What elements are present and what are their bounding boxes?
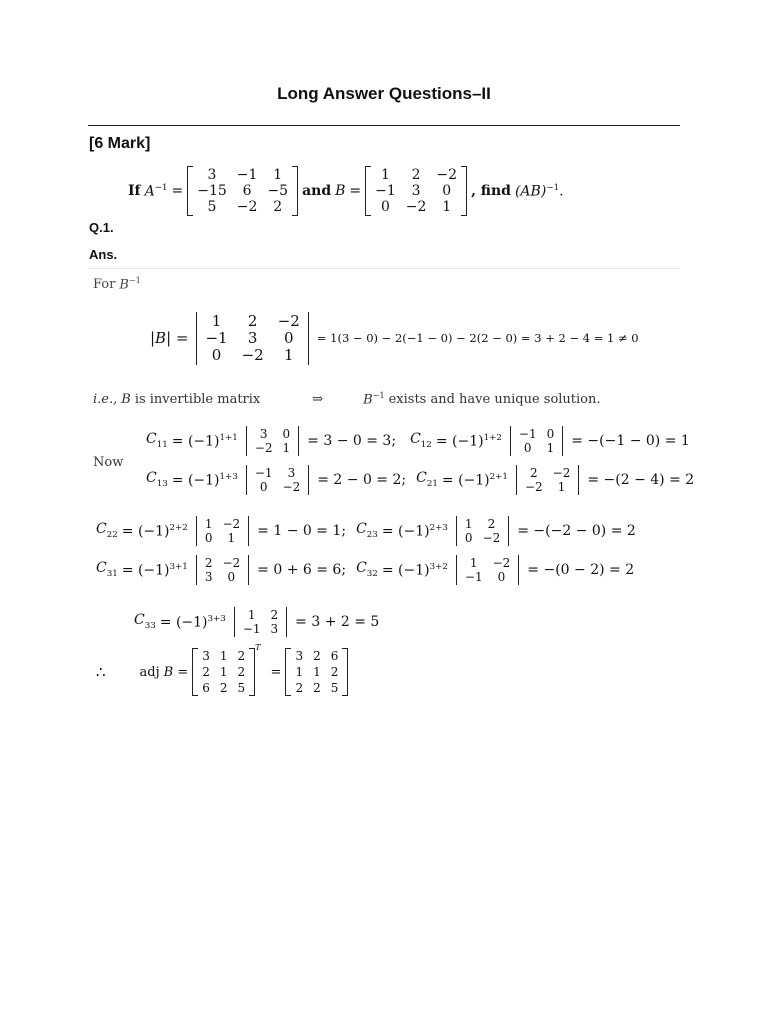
cofactor-index: 32 bbox=[366, 569, 378, 580]
invertible-statement bbox=[93, 392, 605, 406]
cofactor-sign: = (−1) bbox=[121, 562, 170, 579]
cofactor-row-3 bbox=[96, 516, 640, 546]
matrix-cell: 2 bbox=[237, 665, 246, 679]
matrix-cell: 1 bbox=[442, 199, 452, 215]
matrix-cell: 1 bbox=[219, 665, 228, 679]
matrix-cell: −2 bbox=[222, 556, 241, 570]
matrix-cell: 2 bbox=[295, 681, 304, 695]
cofactor-sign: = (−1) bbox=[381, 523, 430, 540]
matrix-cell: 1 bbox=[204, 517, 213, 531]
det-matrix bbox=[192, 312, 312, 365]
now-label: Now bbox=[93, 455, 124, 470]
minor-matrix bbox=[242, 465, 313, 495]
marks-label: [6 Mark] bbox=[89, 135, 151, 152]
matrix-cell: 6 bbox=[202, 681, 210, 695]
matrix-cell: −5 bbox=[267, 183, 289, 199]
cofactor-sign: = (−1) bbox=[381, 562, 430, 579]
matrix-cell: 1 bbox=[381, 167, 390, 183]
cofactor-index: 33 bbox=[144, 621, 156, 632]
matrix-cell: 2 bbox=[202, 665, 210, 679]
matrix-cell: 0 bbox=[284, 329, 294, 347]
matrix-cell: −2 bbox=[482, 531, 501, 545]
minor-matrix bbox=[192, 555, 253, 585]
matrix-cell: 1 bbox=[247, 608, 256, 622]
minor-matrix bbox=[242, 426, 303, 456]
cofactor-result: = −(2 − 4) = 2 bbox=[587, 472, 695, 488]
cofactor-result: = 3 − 0 = 3; bbox=[307, 433, 397, 449]
minor-matrix bbox=[452, 555, 523, 585]
matrix-cell: 1 bbox=[464, 517, 473, 531]
matrix-cell: −2 bbox=[282, 480, 301, 494]
matrix-cell: 3 bbox=[287, 466, 296, 480]
det-label: |B| = bbox=[150, 329, 189, 347]
ie-prefix: i.e., bbox=[93, 391, 118, 407]
cofactor-exponent: 1+2 bbox=[483, 432, 502, 443]
cofactor-exponent: 3+3 bbox=[207, 613, 226, 624]
matrix-cell: 1 bbox=[211, 312, 222, 330]
cofactor-index: 23 bbox=[366, 530, 378, 541]
matrix-cell: 1 bbox=[227, 531, 236, 545]
matrix-cell: 1 bbox=[284, 346, 294, 364]
determinant-line bbox=[150, 312, 643, 365]
matrix-cell: −2 bbox=[277, 312, 300, 330]
det-expansion: = 1(3 − 0) − 2(−1 − 0) − 2(2 − 0) = 3 + 2 − 4 = 1 ≠ 0 bbox=[316, 330, 639, 345]
matrix-cell: −1 bbox=[242, 622, 261, 636]
matrix-cell: 1 bbox=[557, 480, 566, 494]
matrix-cell: 2 bbox=[529, 466, 538, 480]
minor-matrix bbox=[452, 516, 513, 546]
matrix-cell: 2 bbox=[313, 649, 321, 663]
transpose-exponent: T bbox=[255, 643, 261, 652]
title-divider bbox=[88, 125, 680, 126]
cofactor-result: = −(−1 − 0) = 1 bbox=[571, 433, 690, 449]
matrix-cell: 0 bbox=[259, 480, 268, 494]
b-symbol: B bbox=[335, 183, 346, 199]
cofactor-index: 13 bbox=[156, 479, 168, 490]
matrix-b bbox=[365, 166, 467, 216]
cofactor-row-1 bbox=[146, 426, 694, 456]
matrix-cell: −2 bbox=[236, 199, 258, 215]
matrix-cell: −2 bbox=[492, 556, 511, 570]
ab-inverse-exponent: −1 bbox=[546, 182, 560, 193]
cofactor-symbol: C bbox=[356, 521, 367, 538]
matrix-cell: 2 bbox=[237, 649, 246, 663]
cofactor-exponent: 1+1 bbox=[219, 432, 238, 443]
matrix-cell: 2 bbox=[270, 608, 279, 622]
cofactor-sign: = (−1) bbox=[441, 472, 490, 489]
cofactor-exponent: 2+1 bbox=[489, 471, 508, 482]
and-text: and bbox=[302, 183, 332, 199]
adj-label: adj bbox=[139, 664, 160, 680]
cofactor-row-4 bbox=[96, 555, 638, 585]
matrix-cell: −2 bbox=[222, 517, 241, 531]
matrix-cell: 2 bbox=[204, 556, 213, 570]
cofactor-sign: = (−1) bbox=[121, 523, 170, 540]
cofactor-symbol: C bbox=[96, 560, 107, 577]
cofactor-symbol: C bbox=[96, 521, 107, 538]
adj-b-symbol: B = bbox=[163, 664, 189, 680]
b-inverse-exponent: −1 bbox=[128, 276, 141, 285]
matrix-cell: 3 bbox=[295, 649, 304, 663]
cofactor-sign: = (−1) bbox=[171, 433, 220, 450]
matrix-cell: 3 bbox=[207, 167, 217, 183]
matrix-cell: 0 bbox=[381, 199, 390, 215]
matrix-cell: 0 bbox=[211, 346, 222, 364]
cofactor-result: = 1 − 0 = 1; bbox=[257, 523, 347, 539]
matrix-cell: 0 bbox=[282, 427, 291, 441]
cofactor-row-2 bbox=[146, 465, 698, 495]
equals-sign: = bbox=[349, 183, 362, 199]
cofactor-exponent: 2+3 bbox=[429, 522, 448, 533]
page-title: Long Answer Questions–II bbox=[277, 84, 491, 103]
equals-sign: = bbox=[171, 183, 184, 199]
b-symbol: B bbox=[363, 392, 373, 408]
matrix-cell: 2 bbox=[313, 681, 321, 695]
cofactor-exponent: 3+2 bbox=[429, 561, 448, 572]
cofactor-sign: = (−1) bbox=[435, 433, 484, 450]
answer-label: Ans. bbox=[89, 247, 118, 262]
cofactor-symbol: C bbox=[356, 560, 367, 577]
matrix-cell: 0 bbox=[497, 570, 506, 584]
for-b-inverse bbox=[93, 277, 145, 291]
matrix-cell: 2 bbox=[273, 199, 283, 215]
cofactor-symbol: C bbox=[146, 431, 157, 448]
cofactor-result: = −(0 − 2) = 2 bbox=[527, 562, 635, 578]
cofactor-symbol: C bbox=[410, 431, 421, 448]
equals-sign: = bbox=[270, 664, 282, 680]
matrix-cell: 0 bbox=[204, 531, 213, 545]
cofactor-index: 12 bbox=[420, 440, 432, 451]
minor-matrix bbox=[192, 516, 253, 546]
matrix-cell: 3 bbox=[204, 570, 213, 584]
cofactor-result: = 0 + 6 = 6; bbox=[257, 562, 347, 578]
matrix-cell: 5 bbox=[330, 681, 339, 695]
question-number: Q.1. bbox=[89, 220, 114, 235]
matrix-cell: 2 bbox=[411, 167, 421, 183]
invertible-text: is invertible matrix bbox=[134, 391, 261, 407]
cofactor-symbol: C bbox=[146, 470, 157, 487]
therefore-symbol: ∴ bbox=[96, 662, 106, 681]
question-statement bbox=[128, 166, 568, 216]
matrix-cell: −1 bbox=[254, 466, 273, 480]
matrix-cell: 1 bbox=[219, 649, 228, 663]
matrix-cell: −2 bbox=[552, 466, 571, 480]
matrix-a-inverse bbox=[187, 166, 298, 216]
cofactor-sign: = (−1) bbox=[159, 614, 208, 631]
matrix-cell: 1 bbox=[313, 665, 321, 679]
matrix-cell: 0 bbox=[227, 570, 236, 584]
cofactor-result: = 2 − 0 = 2; bbox=[317, 472, 407, 488]
matrix-cell: −2 bbox=[524, 480, 543, 494]
if-text: If bbox=[128, 183, 141, 199]
matrix-cell: −2 bbox=[436, 167, 458, 183]
b-inverse-exponent: −1 bbox=[372, 391, 385, 400]
cofactor-row-5 bbox=[134, 607, 383, 637]
matrix-cell: 5 bbox=[237, 681, 246, 695]
cofactor-index: 22 bbox=[106, 530, 118, 541]
cofactor-exponent: 2+2 bbox=[169, 522, 188, 533]
for-text: For bbox=[93, 276, 116, 292]
cofactor-symbol: C bbox=[416, 470, 427, 487]
matrix-cell: −2 bbox=[405, 199, 427, 215]
minor-matrix bbox=[230, 607, 291, 637]
matrix-cell: 1 bbox=[282, 441, 291, 455]
matrix-cell: 6 bbox=[330, 649, 339, 663]
cofactor-result: = −(−2 − 0) = 2 bbox=[517, 523, 636, 539]
matrix-cell: 2 bbox=[487, 517, 496, 531]
matrix-cell: 1 bbox=[273, 167, 283, 183]
cofactor-exponent: 1+3 bbox=[219, 471, 238, 482]
matrix-cell: 3 bbox=[202, 649, 210, 663]
solution-divider bbox=[88, 268, 680, 269]
a-inverse-exponent: −1 bbox=[154, 182, 168, 193]
matrix-cell: 0 bbox=[464, 531, 473, 545]
cofactor-result: = 3 + 2 = 5 bbox=[295, 614, 380, 630]
matrix-cell: −1 bbox=[518, 427, 537, 441]
adjoint-matrix bbox=[285, 648, 348, 696]
matrix-cell: 0 bbox=[546, 427, 555, 441]
matrix-cell: 2 bbox=[247, 312, 258, 330]
cofactor-symbol: C bbox=[134, 612, 145, 629]
cofactor-exponent: 3+1 bbox=[169, 561, 188, 572]
matrix-cell: −1 bbox=[464, 570, 483, 584]
matrix-cell: −1 bbox=[205, 329, 228, 347]
matrix-cell: 0 bbox=[523, 441, 532, 455]
matrix-cell: 2 bbox=[330, 665, 339, 679]
cofactor-matrix bbox=[192, 648, 255, 696]
matrix-cell: 1 bbox=[295, 665, 304, 679]
matrix-cell: −15 bbox=[197, 183, 227, 199]
exists-text: exists and have unique solution. bbox=[388, 391, 601, 407]
adjoint-line bbox=[96, 643, 352, 696]
matrix-cell: 5 bbox=[207, 199, 217, 215]
matrix-cell: −2 bbox=[254, 441, 273, 455]
period: . bbox=[559, 183, 564, 200]
matrix-cell: 2 bbox=[219, 681, 228, 695]
b-symbol: B bbox=[119, 277, 129, 293]
matrix-cell: 0 bbox=[442, 183, 452, 199]
cofactor-index: 31 bbox=[106, 569, 118, 580]
matrix-cell: −2 bbox=[241, 346, 264, 364]
matrix-cell: 6 bbox=[242, 183, 252, 199]
matrix-cell: 3 bbox=[270, 622, 279, 636]
cofactor-index: 11 bbox=[156, 440, 168, 451]
cofactor-sign: = (−1) bbox=[171, 472, 220, 489]
minor-matrix bbox=[512, 465, 583, 495]
ab-symbol: (AB) bbox=[514, 183, 547, 200]
matrix-cell: −1 bbox=[375, 183, 396, 199]
matrix-cell: −1 bbox=[236, 167, 258, 183]
cofactor-index: 21 bbox=[426, 479, 438, 490]
matrix-cell: 1 bbox=[546, 441, 555, 455]
matrix-cell: 3 bbox=[259, 427, 268, 441]
find-text: , find bbox=[471, 183, 511, 199]
b-symbol: B bbox=[121, 391, 131, 407]
minor-matrix bbox=[506, 426, 567, 456]
matrix-cell: 3 bbox=[411, 183, 421, 199]
matrix-cell: 1 bbox=[469, 556, 478, 570]
a-symbol: A bbox=[144, 183, 155, 200]
matrix-cell: 3 bbox=[247, 329, 258, 347]
implies-symbol: ⇒ bbox=[312, 391, 324, 407]
